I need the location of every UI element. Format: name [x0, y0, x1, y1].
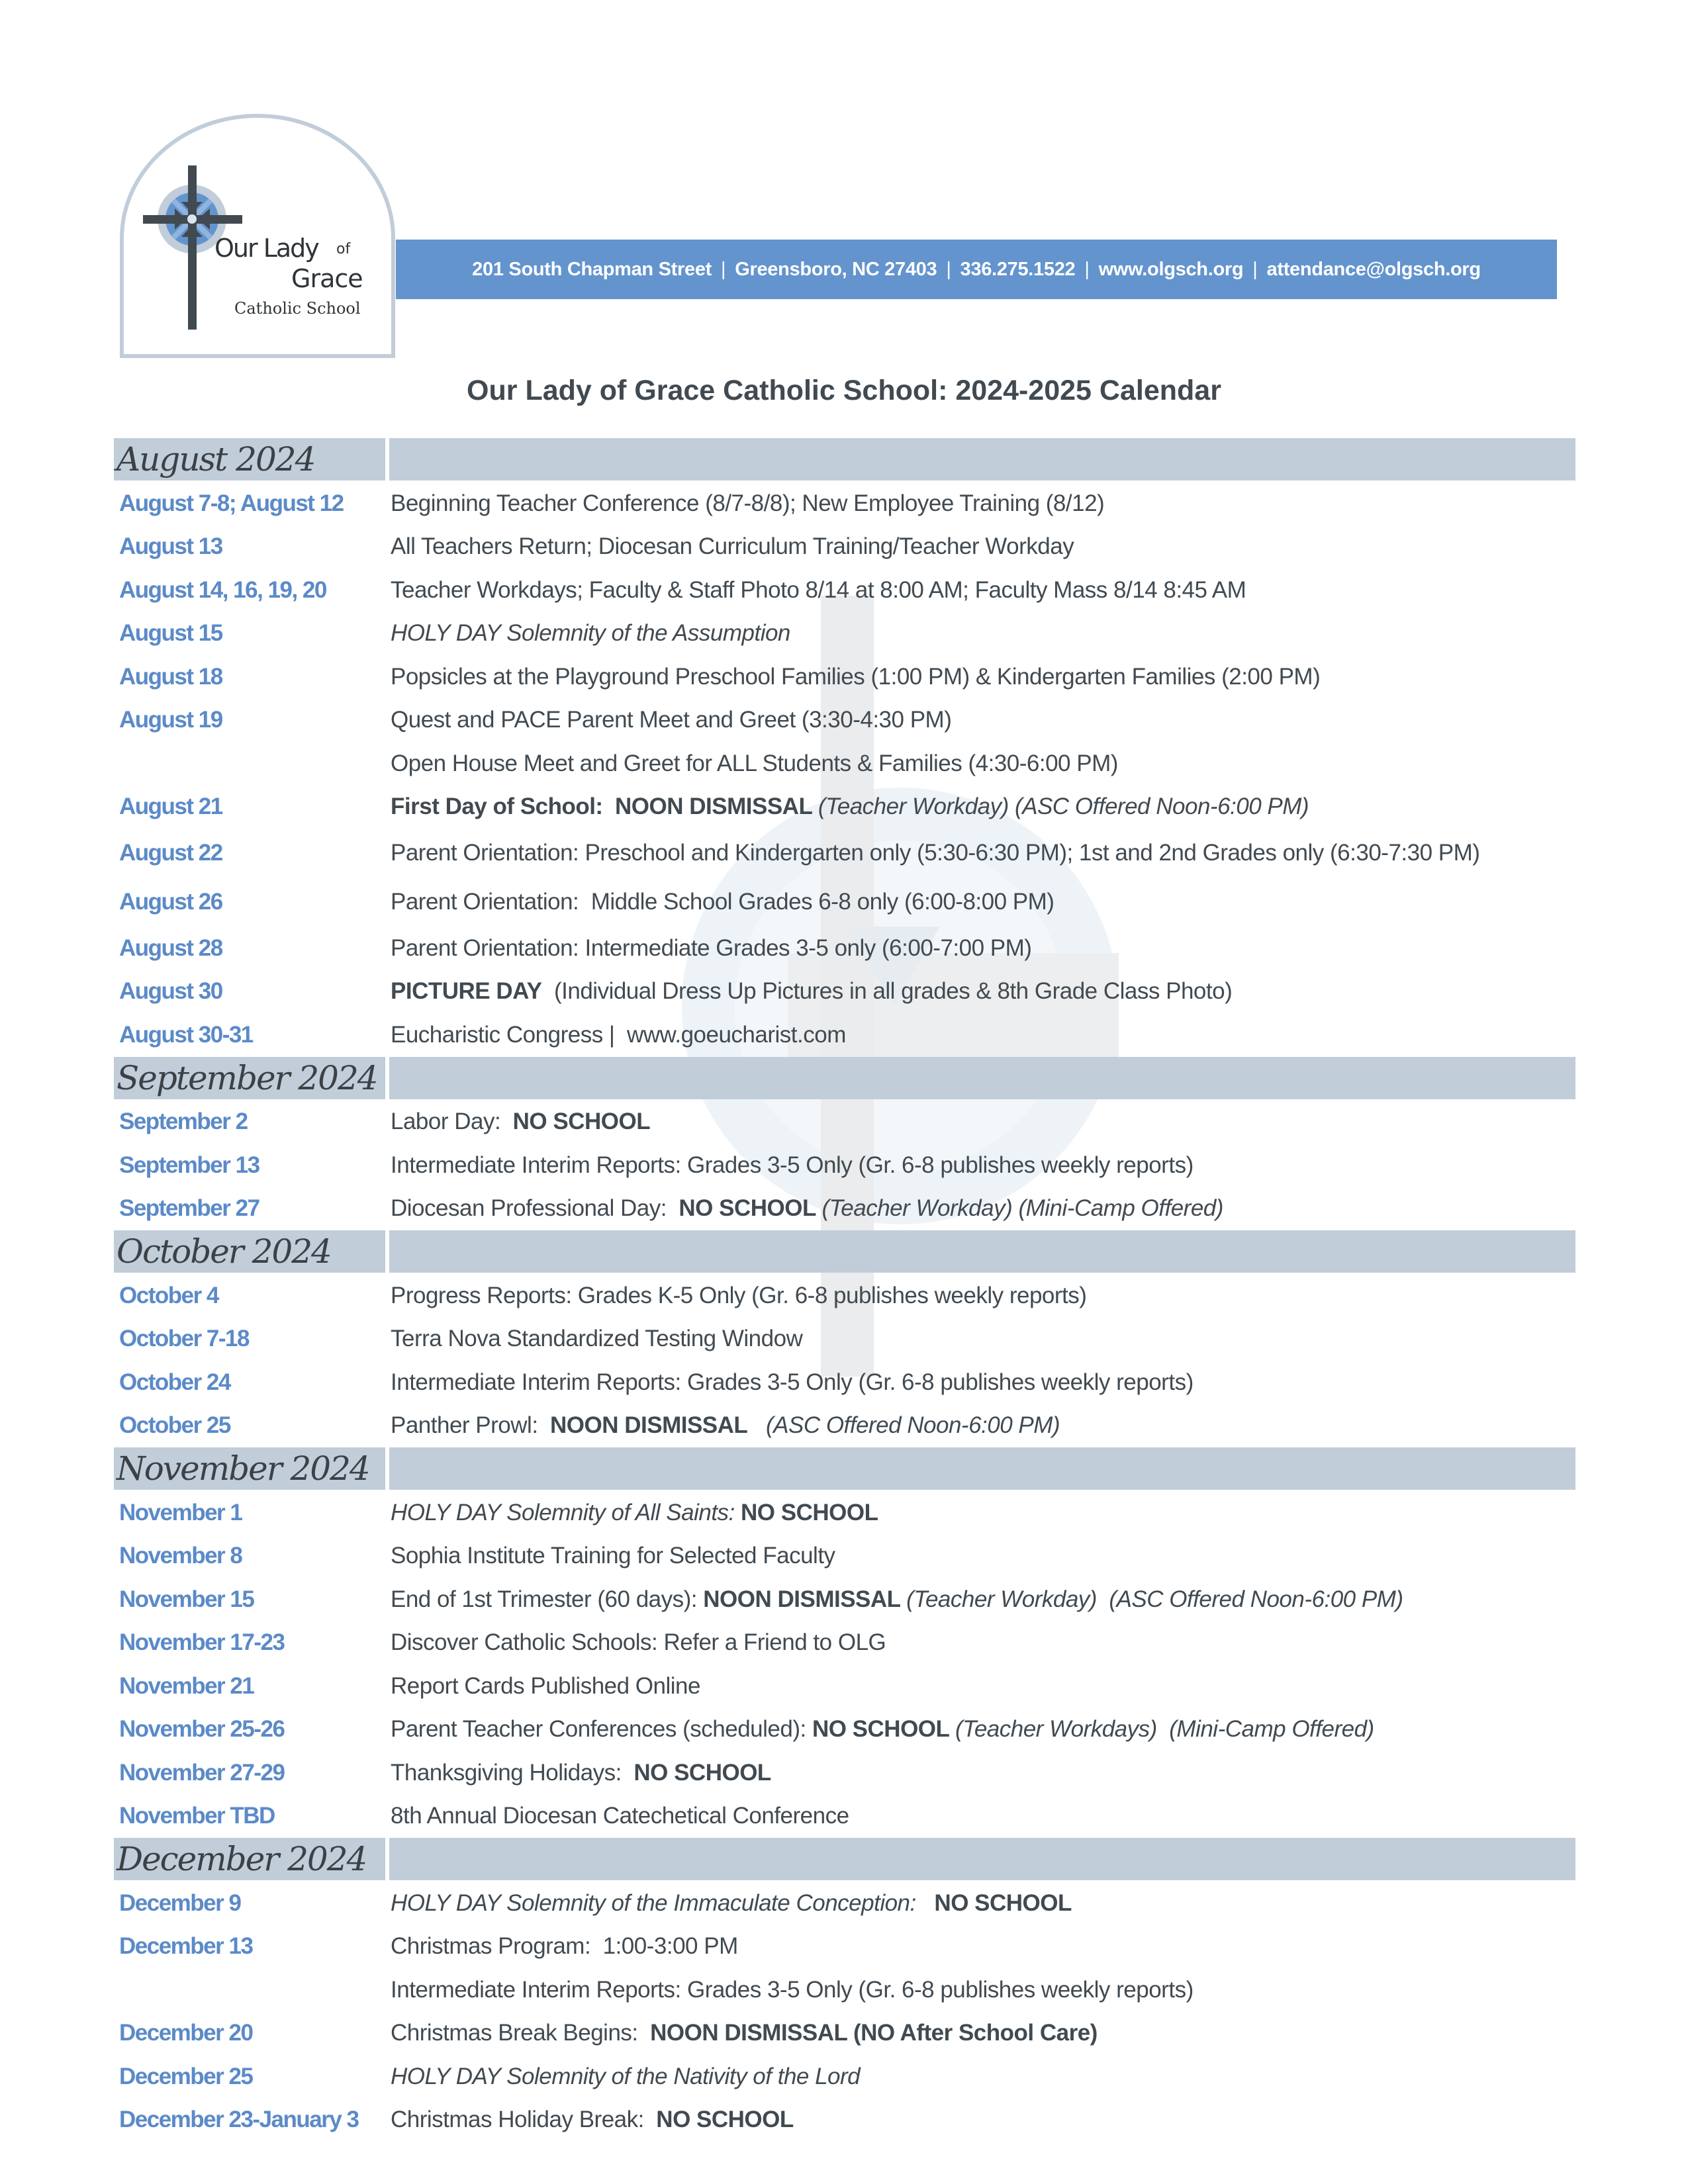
- event-date: August 13: [119, 533, 222, 560]
- event-date: November 8: [119, 1543, 242, 1569]
- event-row: [114, 786, 1575, 829]
- event-description: [391, 2064, 860, 2090]
- event-date: October 25: [119, 1412, 230, 1439]
- month-bar-fill: [389, 1447, 1575, 1490]
- event-text-italic: HOLY DAY Solemnity of the Assumption: [391, 620, 790, 647]
- event-date: August 19: [119, 707, 222, 733]
- event-text: Christmas Program: 1:00-3:00 PM: [391, 1933, 738, 1960]
- month-name: August 2024: [117, 440, 315, 478]
- event-row: [114, 482, 1575, 525]
- event-row: [114, 2099, 1575, 2142]
- event-text: Report Cards Published Online: [391, 1672, 700, 1699]
- event-description: [391, 1543, 835, 1569]
- event-text-bold: NO SCHOOL: [741, 1499, 878, 1525]
- event-text: Progress Reports: Grades K-5 Only (Gr. 6-8 publishes weekly reports): [391, 1282, 1087, 1308]
- month-name: November 2024: [117, 1449, 369, 1488]
- event-text-italic: HOLY DAY Solemnity of the Nativity of the Lord: [391, 2063, 861, 2089]
- event-text: Parent Orientation: Intermediate Grades 3-5 only (6:00-7:00 PM): [391, 934, 1032, 961]
- logo-line3: Catholic School: [234, 299, 361, 318]
- month-header: [114, 1230, 1575, 1273]
- event-description: [391, 1152, 1194, 1179]
- event-date: November 1: [119, 1499, 242, 1525]
- month-header: [114, 1838, 1575, 1880]
- school-logo: [118, 113, 397, 360]
- event-description: [391, 2020, 1098, 2046]
- event-row: [114, 878, 1575, 927]
- event-text: Diocesan Professional Day:: [391, 1195, 679, 1222]
- event-description: [391, 1716, 1374, 1743]
- month-bar-fill: [389, 1838, 1575, 1880]
- banner-separator: |: [1084, 258, 1090, 280]
- month-name: September 2024: [117, 1058, 377, 1097]
- event-row: [114, 1925, 1575, 1969]
- event-date: August 28: [119, 934, 222, 961]
- event-row: [114, 1795, 1575, 1839]
- event-date: August 7-8; August 12: [119, 490, 344, 516]
- event-row: [114, 655, 1575, 699]
- event-row: [114, 1708, 1575, 1752]
- event-text: Thanksgiving Holidays:: [391, 1759, 634, 1786]
- event-description: [391, 1803, 849, 1829]
- event-date: August 22: [119, 840, 222, 866]
- event-text-italic: (Teacher Workday) (Mini-Camp Offered): [821, 1195, 1223, 1222]
- event-text-bold: NO SCHOOL: [679, 1195, 822, 1222]
- event-text-bold: NO SCHOOL: [812, 1716, 955, 1743]
- event-row: [114, 1144, 1575, 1187]
- event-text: Christmas Break Begins:: [391, 2020, 651, 2046]
- event-text-bold: NOON DISMISSAL: [703, 1586, 907, 1612]
- event-description: [391, 1629, 886, 1656]
- event-text: Teacher Workdays; Faculty & Staff Photo 8/14 at 8:00 AM; Faculty Mass 8/14 8:45 AM: [391, 576, 1246, 603]
- month-header: [114, 438, 1575, 480]
- contact-banner: [396, 240, 1557, 299]
- event-description: [391, 1022, 846, 1048]
- month-label-cell: [114, 1230, 385, 1273]
- event-description: [391, 1109, 650, 1135]
- event-date: December 13: [119, 1933, 253, 1960]
- event-date: December 9: [119, 1889, 241, 1916]
- event-date: December 20: [119, 2020, 253, 2046]
- event-date: November TBD: [119, 1803, 275, 1829]
- event-description: [391, 707, 951, 733]
- event-row: [114, 927, 1575, 970]
- event-description: [391, 1933, 738, 1960]
- event-description: [391, 1500, 878, 1526]
- event-row: [114, 2055, 1575, 2099]
- event-row: [114, 1274, 1575, 1318]
- event-text-bold: NO SCHOOL: [656, 2107, 794, 2133]
- banner-address: 201 South Chapman Street: [472, 258, 712, 280]
- event-description: [391, 1369, 1194, 1396]
- event-row: [114, 569, 1575, 612]
- event-row: [114, 1491, 1575, 1535]
- event-description: [391, 2107, 794, 2133]
- logo-line1-of: of: [336, 241, 351, 257]
- event-text-bold: First Day of School: NOON DISMISSAL: [391, 794, 818, 820]
- event-date: August 21: [119, 794, 222, 820]
- event-date: December 23-January 3: [119, 2107, 359, 2133]
- event-text-bold: PICTURE DAY: [391, 978, 542, 1005]
- event-row: [114, 829, 1575, 878]
- banner-city: Greensboro, NC 27403: [735, 258, 937, 280]
- logo-line1: Our Lady: [214, 234, 318, 263]
- event-date: October 4: [119, 1282, 218, 1308]
- event-description: [391, 840, 1479, 866]
- event-text-italic: (Teacher Workday) (ASC Offered Noon-6:00 PM): [818, 794, 1309, 820]
- event-description: [391, 1586, 1403, 1613]
- event-description: [391, 751, 1118, 777]
- calendar-list: [114, 438, 1575, 2142]
- event-text: Parent Teacher Conferences (scheduled):: [391, 1716, 812, 1743]
- event-text: Eucharistic Congress | www.goeucharist.com: [391, 1021, 846, 1048]
- event-description: [391, 533, 1074, 560]
- event-row: [114, 1882, 1575, 1925]
- event-date: October 7-18: [119, 1326, 249, 1352]
- page-title: Our Lady of Grace Catholic School: 2024-2025 Calendar: [467, 375, 1221, 406]
- month-label-cell: [114, 1057, 385, 1099]
- event-date: December 25: [119, 2063, 253, 2089]
- event-date: August 26: [119, 889, 222, 915]
- event-text-bold: NOON DISMISSAL: [550, 1412, 748, 1439]
- event-text: Quest and PACE Parent Meet and Greet (3:30-4:30 PM): [391, 707, 952, 733]
- event-row: [114, 1621, 1575, 1665]
- event-row: [114, 1751, 1575, 1795]
- month-label-cell: [114, 1838, 385, 1880]
- event-text-bold: NOON DISMISSAL (NO After School Care): [650, 2020, 1098, 2046]
- event-text-italic: (Teacher Workdays) (Mini-Camp Offered): [955, 1716, 1374, 1743]
- event-text-bold: NO SCHOOL: [934, 1889, 1072, 1916]
- event-text-italic: (ASC Offered Noon-6:00 PM): [747, 1412, 1060, 1439]
- event-date: November 17-23: [119, 1629, 285, 1656]
- event-date: September 2: [119, 1109, 248, 1135]
- event-date: September 27: [119, 1195, 259, 1222]
- banner-separator: |: [1252, 258, 1258, 280]
- event-date: November 27-29: [119, 1759, 285, 1786]
- event-text: Panther Prowl:: [391, 1412, 550, 1439]
- month-label-cell: [114, 1447, 385, 1490]
- event-date: November 15: [119, 1586, 254, 1612]
- event-row: [114, 1404, 1575, 1448]
- event-description: [391, 620, 790, 647]
- event-description: [391, 978, 1232, 1005]
- event-text: Open House Meet and Greet for ALL Students & Families (4:30-6:00 PM): [391, 750, 1118, 776]
- event-text-italic: (Teacher Workday) (ASC Offered Noon-6:00 PM): [906, 1586, 1403, 1612]
- banner-phone: 336.275.1522: [960, 258, 1076, 280]
- logo-text: [118, 113, 397, 360]
- event-text: Parent Orientation: Preschool and Kindergarten only (5:30-6:30 PM); 1st and 2nd Grades only (6:30-7:30 PM): [391, 840, 1480, 866]
- event-row: [114, 699, 1575, 743]
- month-header: [114, 1447, 1575, 1490]
- event-text: (Individual Dress Up Pictures in all grades & 8th Grade Class Photo): [541, 978, 1233, 1005]
- event-description: [391, 1195, 1223, 1222]
- event-date: November 21: [119, 1672, 254, 1699]
- month-label-cell: [114, 438, 385, 480]
- event-description: [391, 889, 1054, 915]
- event-date: September 13: [119, 1152, 259, 1178]
- event-description: [391, 1977, 1194, 2003]
- event-text: All Teachers Return; Diocesan Curriculum Training/Teacher Workday: [391, 533, 1074, 560]
- event-date: October 24: [119, 1369, 230, 1395]
- event-description: [391, 1412, 1060, 1439]
- event-text: Parent Orientation: Middle School Grades 6-8 only (6:00-8:00 PM): [391, 889, 1055, 915]
- banner-website[interactable]: www.olgsch.org: [1098, 258, 1244, 280]
- event-date: August 15: [119, 620, 222, 647]
- event-row: [114, 1187, 1575, 1231]
- event-description: [391, 1283, 1086, 1309]
- event-text: Intermediate Interim Reports: Grades 3-5 Only (Gr. 6-8 publishes weekly reports): [391, 1152, 1194, 1178]
- event-row: [114, 742, 1575, 786]
- event-row: [114, 1535, 1575, 1578]
- event-text: Christmas Holiday Break:: [391, 2107, 657, 2133]
- event-text: Intermediate Interim Reports: Grades 3-5 Only (Gr. 6-8 publishes weekly reports): [391, 1976, 1194, 2003]
- event-text-italic: HOLY DAY Solemnity of the Immaculate Conception:: [391, 1889, 935, 1916]
- event-text-bold: NO SCHOOL: [633, 1759, 771, 1786]
- event-text: Labor Day:: [391, 1109, 513, 1135]
- event-description: [391, 490, 1104, 517]
- event-row: [114, 612, 1575, 656]
- event-description: [391, 664, 1320, 690]
- event-text: Beginning Teacher Conference (8/7-8/8); New Employee Training (8/12): [391, 490, 1105, 516]
- banner-separator: |: [946, 258, 951, 280]
- event-text: Popsicles at the Playground Preschool Families (1:00 PM) & Kindergarten Families (2:00 PM): [391, 663, 1321, 690]
- event-description: [391, 794, 1309, 820]
- event-row: [114, 1578, 1575, 1621]
- event-text-bold: NO SCHOOL: [512, 1109, 651, 1135]
- event-description: [391, 577, 1246, 604]
- event-description: [391, 1890, 1072, 1917]
- event-row: [114, 970, 1575, 1014]
- month-header: [114, 1057, 1575, 1099]
- event-text-italic: HOLY DAY Solemnity of All Saints:: [391, 1499, 741, 1525]
- event-row: [114, 2012, 1575, 2056]
- event-row: [114, 1013, 1575, 1057]
- event-description: [391, 935, 1031, 962]
- event-text: End of 1st Trimester (60 days):: [391, 1586, 704, 1612]
- event-description: [391, 1326, 802, 1352]
- event-text: Intermediate Interim Reports: Grades 3-5 Only (Gr. 6-8 publishes weekly reports): [391, 1369, 1194, 1395]
- event-text: Sophia Institute Training for Selected Faculty: [391, 1543, 835, 1569]
- event-row: [114, 1101, 1575, 1144]
- month-name: October 2024: [117, 1232, 331, 1271]
- month-bar-fill: [389, 1057, 1575, 1099]
- event-row: [114, 1968, 1575, 2012]
- event-date: August 18: [119, 663, 222, 690]
- banner-separator: |: [721, 258, 726, 280]
- month-bar-fill: [389, 438, 1575, 480]
- event-text: Terra Nova Standardized Testing Window: [391, 1326, 803, 1352]
- event-row: [114, 1664, 1575, 1708]
- event-row: [114, 1318, 1575, 1361]
- event-text: Discover Catholic Schools: Refer a Friend to OLG: [391, 1629, 886, 1656]
- event-date: August 14, 16, 19, 20: [119, 576, 326, 603]
- logo-line2: Grace: [291, 264, 363, 293]
- event-description: [391, 1760, 771, 1786]
- event-text: 8th Annual Diocesan Catechetical Conference: [391, 1803, 849, 1829]
- banner-email[interactable]: attendance@olgsch.org: [1266, 258, 1481, 280]
- month-name: December 2024: [117, 1840, 367, 1878]
- month-bar-fill: [389, 1230, 1575, 1273]
- event-date: August 30: [119, 978, 222, 1005]
- event-row: [114, 1361, 1575, 1404]
- event-date: November 25-26: [119, 1716, 285, 1743]
- event-description: [391, 1673, 700, 1700]
- event-date: August 30-31: [119, 1021, 253, 1048]
- event-row: [114, 525, 1575, 569]
